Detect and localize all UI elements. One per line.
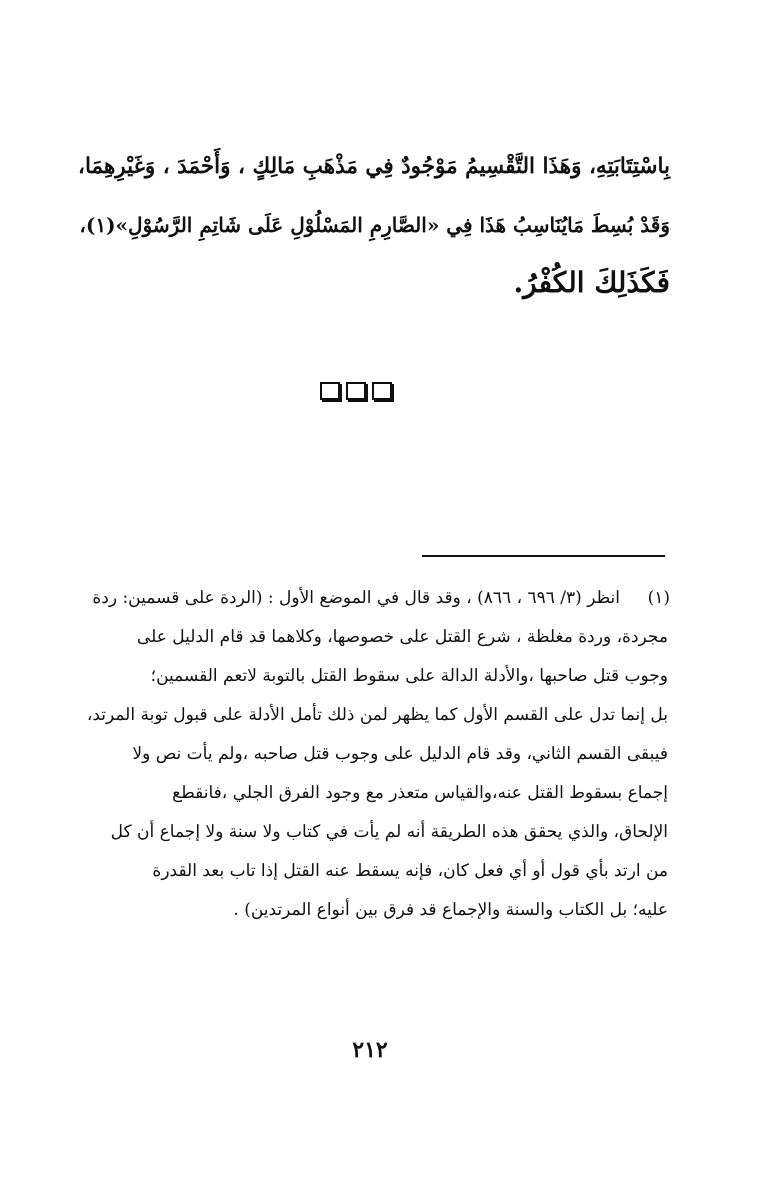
footnote-line: وجوب قتل صاحبها ،والأدلة الدالة على سقوط القتل بالتوبة لاتعم القسمين؛ [150, 666, 668, 686]
footnote-line: عليه؛ بل الكتاب والسنة والإجماع قد فرق بين أنواع المرتدين) . [233, 900, 668, 920]
separator-box-icon [346, 382, 366, 400]
footnote-line: إجماع بسقوط القتل عنه،والقياس متعذر مع وجود الفرق الجلي ،فانقطع [172, 783, 668, 803]
separator-box-icon [320, 382, 340, 400]
main-text-line: بِاسْتِتَابَتِهِ، وَهَذَا التَّقْسِيمُ مَوْجُودٌ فِي مَذْهَبِ مَالِكٍ ، وَأَحْمَدَ ، وَغَيْرِهِمَا، [78, 154, 670, 179]
page-number: ٢١٢ [352, 1037, 388, 1063]
footnote-line: انظر (٣/ ٦٩٦ ، ٨٦٦) ، وقد قال في الموضع الأول : (الردة على قسمين: ردة [92, 588, 620, 608]
main-text-line: وَقَدْ بُسِطَ مَايُنَاسِبُ هَذَا فِي «الصَّارِمِ المَسْلُوْلِ عَلَى شَاتِمِ الرَّسُوْلِ»(١)، [79, 213, 670, 237]
main-text-line: فَكَذَلِكَ الكُفْرُ. [513, 266, 670, 299]
footnote-line: فيبقى القسم الثاني، وقد قام الدليل على وجوب قتل صاحبه ،ولم يأت نص ولا [132, 744, 668, 764]
footnote-line: الإلحاق، والذي يحقق هذه الطريقة أنه لم يأت في كتاب ولا سنة ولا إجماع أن كل [110, 822, 668, 842]
footnote-line: بل إنما تدل على القسم الأول كما يظهر لمن ذلك تأمل الأدلة على قبول توبة المرتد، [86, 705, 668, 725]
footnote-marker: (١) [647, 588, 670, 608]
footnote-line: مجردة، وردة مغلظة ، شرع القتل على خصوصها، وكلاهما قد قام الدليل على [136, 627, 668, 647]
section-separator [320, 382, 408, 404]
footnote-divider [422, 555, 665, 557]
separator-box-icon [372, 382, 392, 400]
footnote-line: من ارتد بأي قول أو أي فعل كان، فإنه يسقط عنه القتل إذا تاب بعد القدرة [152, 861, 668, 881]
